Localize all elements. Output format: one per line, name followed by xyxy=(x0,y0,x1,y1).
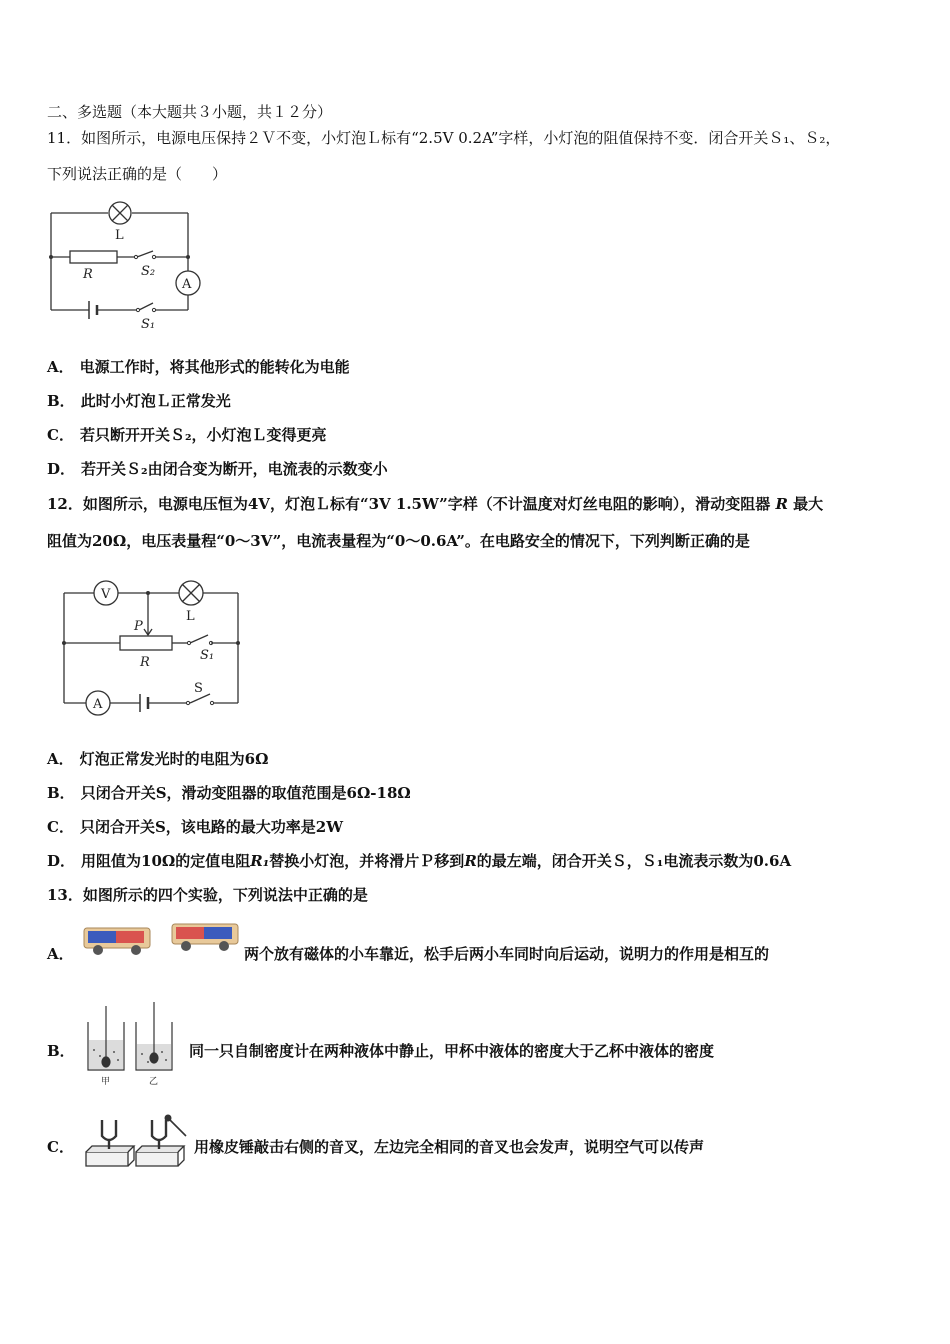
q11-option-a: A． 电源工作时，将其他形式的能转化为电能 xyxy=(47,358,350,376)
q12-label-resistor: R xyxy=(140,655,150,670)
q11-stem-line1: 11．如图所示，电源电压保持２Ｖ不变，小灯泡Ｌ标有“2.5V 0.2A”字样，小灯泡的阻值保持不变．闭合开关Ｓ₁、Ｓ₂， xyxy=(47,129,841,147)
q13-label-yi: 乙 xyxy=(149,1077,159,1087)
section-title: 二、多选题（本大题共３小题，共１２分） xyxy=(47,103,333,121)
q12-option-d: D． 用阻值为10Ω的定值电阻R₁替换小灯泡，并将滑片Ｐ移到R的最左端，闭合开关Ｓ，Ｓ₁电流表示数为0.6A xyxy=(47,852,792,870)
q13-option-b-letter: B． xyxy=(47,1042,75,1060)
q12-label-lamp: L xyxy=(186,609,195,624)
q12-label-slider: P xyxy=(134,619,143,634)
q11-label-switch2: S₂ xyxy=(141,264,156,279)
q12-option-b: B． 只闭合开关S，滑动变阻器的取值范围是6Ω-18Ω xyxy=(47,784,411,802)
q12-stem-line1: 12．如图所示，电源电压恒为4V，灯泡Ｌ标有“3V 1.5W”字样（不计温度对灯丝电阻的影响），滑动变阻器 R 最大 xyxy=(47,495,824,513)
q12-option-c: C． 只闭合开关S，该电路的最大功率是2W xyxy=(47,818,344,836)
q11-label-switch1: S₁ xyxy=(141,317,156,332)
q11-label-resistor: R xyxy=(83,267,93,282)
q11-option-d: D． 若开关Ｓ₂由闭合变为断开，电流表的示数变小 xyxy=(47,460,388,478)
q13-option-c-text: 用橡皮锤敲击右侧的音叉，左边完全相同的音叉也会发声，说明空气可以传声 xyxy=(194,1138,705,1156)
q12-circuit-diagram xyxy=(60,575,245,720)
q13-option-a-text: 两个放有磁体的小车靠近，松手后两小车同时向后运动，说明力的作用是相互的 xyxy=(244,945,770,963)
q11-option-b: B． 此时小灯泡Ｌ正常发光 xyxy=(47,392,231,410)
q13-stem: 13．如图所示的四个实验，下列说法中正确的是 xyxy=(47,886,368,904)
q13-option-a-letter: A． xyxy=(47,945,74,963)
q12-label-voltmeter: V xyxy=(101,587,111,602)
q13-option-c-letter: C． xyxy=(47,1138,74,1156)
q11-stem-line2: 下列说法正确的是（ ） xyxy=(47,165,228,183)
q12-resistor-symbol xyxy=(120,636,172,650)
q13-hydrometer-figure xyxy=(82,1000,182,1090)
q12-label-switch1: S₁ xyxy=(200,648,215,663)
q13-magnet-carts-figure xyxy=(82,918,242,962)
q12-label-ammeter: A xyxy=(93,697,103,712)
mallet-head xyxy=(165,1115,172,1122)
q13-label-jia: 甲 xyxy=(101,1077,111,1087)
q11-label-ammeter: A xyxy=(182,277,192,292)
q12-option-a: A． 灯泡正常发光时的电阻为6Ω xyxy=(47,750,269,768)
q11-resistor-symbol xyxy=(70,251,117,263)
q11-label-lamp: L xyxy=(115,228,124,243)
q12-stem-line2: 阻值为20Ω，电压表量程“0～3V”，电流表量程为“0～0.6A”。在电路安全的情况下，下列判断正确的是 xyxy=(47,532,750,550)
q12-label-switch: S xyxy=(194,681,203,696)
q13-tuning-fork-figure xyxy=(82,1112,190,1172)
q11-circuit-diagram xyxy=(45,195,215,340)
q11-option-c: C． 若只断开开关Ｓ₂，小灯泡Ｌ变得更亮 xyxy=(47,426,327,444)
q13-option-b-text: 同一只自制密度计在两种液体中静止，甲杯中液体的密度大于乙杯中液体的密度 xyxy=(189,1042,715,1060)
